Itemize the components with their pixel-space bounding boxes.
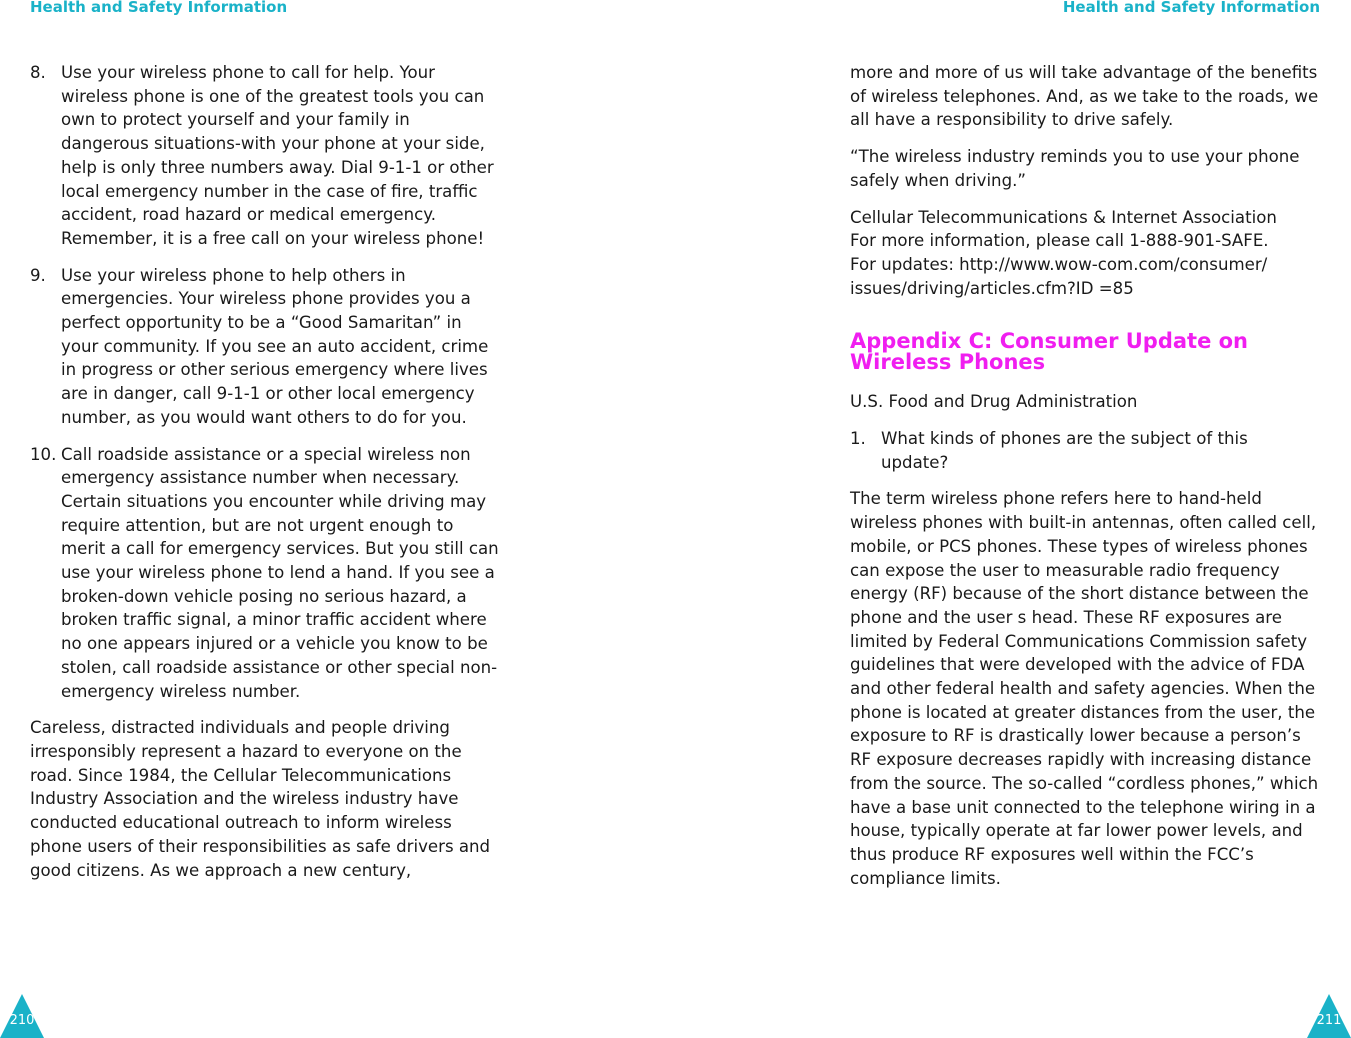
item-text: Call roadside assistance or a special wireless non emergency assistance number when necessary. Certain situations you encounter while driving may require attention, but are not urgent enough to merit a call for emergency services. But you still can use your wireless phone to lend a hand. If you see a broken-down vehicle posing no serious hazard, a broken traffic signal, a minor traffic accident where no one appears injured or a vehicle you know to be stolen, call roadside assistance or other special non-emergency wireless number. [61,444,499,701]
contact-line: issues/driving/articles.cfm?ID =85 [850,278,1134,298]
question-list [850,427,1320,474]
page-number: 211 [1316,1013,1342,1028]
page-number-marker [0,994,44,1038]
continuation-paragraph: more and more of us will take advantage of the benefits of wireless telephones. And, as we take to the roads, we all have a responsibility to drive safely. [850,63,1319,130]
contact-block [850,206,1320,301]
item-number: 10. [30,444,57,464]
left-page [0,0,675,1038]
left-text-column [30,61,500,895]
item-number: 9. [30,265,46,285]
page-header: Health and Safety Information [30,0,288,16]
contact-line: For updates: http://www.wow-com.com/consumer/ [850,254,1268,274]
contact-line: Cellular Telecommunications & Internet Association [850,207,1277,227]
list-item [850,427,1320,474]
item-text: Use your wireless phone to help others in emergencies. Your wireless phone provides you a perfect opportunity to be a “Good Samaritan” in your community. If you see an auto accident, crime in progress or other serious emergency where lives are in danger, call 9-1-1 or other local emergency number, as you would want others to do for you. [61,265,489,427]
contact-line: For more information, please call 1-888-901-SAFE. [850,231,1269,251]
item-text: What kinds of phones are the subject of this update? [881,429,1248,472]
quote-paragraph: “The wireless industry reminds you to use your phone safely when driving.” [850,147,1300,190]
driving-tips-list [30,61,500,703]
right-page [676,0,1351,1038]
item-number: 8. [30,63,46,82]
list-item [30,264,500,430]
page-header: Health and Safety Information [1062,0,1320,16]
list-item [30,61,500,251]
item-text: Use your wireless phone to call for help. Your wireless phone is one of the greatest tools you can own to protect yourself and your family in dangerous situations-with your phone at your side, help is only three numbers away. Dial 9-1-1 or other local emergency number in the case of fire, traffic accident, road hazard or medical emergency. Remember, it is a free call on your wireless phone! [61,63,494,248]
closing-paragraph: Careless, distracted individuals and people driving irresponsibly represent a hazard to everyone on the road. Since 1984, the Cellular Telecommunications Industry Association and the wireless industry have conducted educational outreach to inform wireless phone users of their responsibilities as safe drivers and good citizens. As we approach a new century, [30,718,491,880]
agency-line: U.S. Food and Drug Administration [850,392,1138,412]
item-number: 1. [850,429,866,449]
right-text-column [850,61,1320,903]
page-number: 210 [9,1013,35,1028]
answer-paragraph: The term wireless phone refers here to hand-held wireless phones with built-in antennas, often called cell, mobile, or PCS phones. These types of wireless phones can expose the user to measurable radio frequency energy (RF) because of the short distance between the phone and the user s head. These RF exposures are limited by Federal Communications Commission safety guidelines that were developed with the advice of FDA and other federal health and safety agencies. When the phone is located at greater distances from the user, the exposure to RF is drastically lower because a person’s RF exposure decreases rapidly with increasing distance from the source. The so-called “cordless phones,” which have a base unit connected to the telephone wiring in a house, typically operate at far lower power levels, and thus produce RF exposures well within the FCC’s compliance limits. [850,489,1319,888]
page-number-marker [1307,994,1351,1038]
appendix-heading: Appendix C: Consumer Update on Wireless Phones [850,329,1249,375]
list-item [30,443,500,704]
